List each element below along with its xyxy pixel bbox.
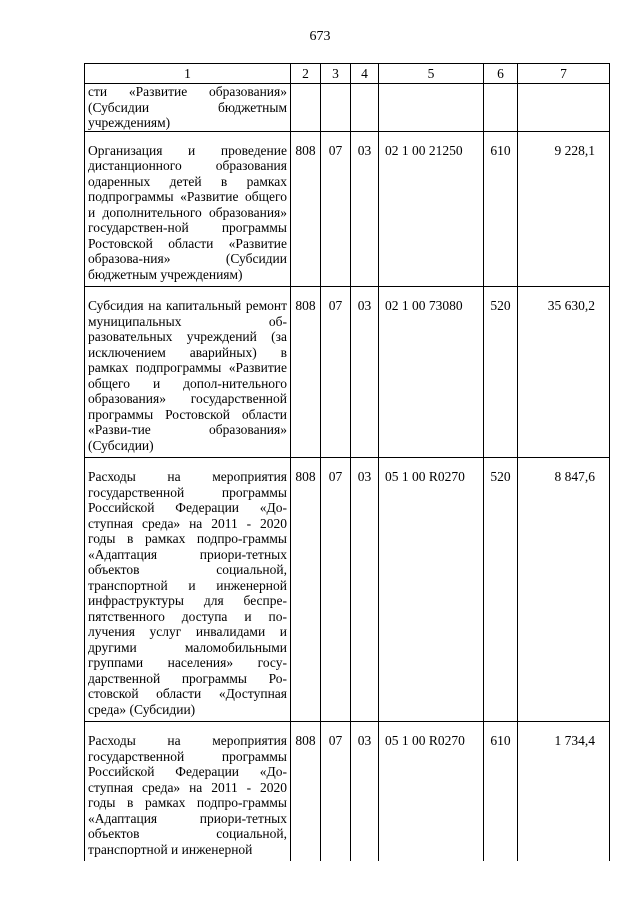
table-row [85, 287, 610, 458]
row-vr: 610 [484, 722, 518, 862]
row-gr [291, 84, 321, 132]
row-gr: 808 [291, 287, 321, 458]
row-amount: 35 630,2 [518, 287, 610, 458]
row-amount: 9 228,1 [518, 131, 610, 287]
row-pr: 03 [351, 131, 379, 287]
header-col-2: 2 [291, 64, 321, 84]
budget-table [84, 63, 610, 861]
row-rz: 07 [321, 458, 351, 722]
row-vr: 520 [484, 287, 518, 458]
row-csr: 02 1 00 21250 [379, 131, 484, 287]
page-number: 673 [309, 29, 331, 44]
row-amount: 1 734,4 [518, 722, 610, 862]
header-row [85, 64, 610, 84]
row-pr: 03 [351, 722, 379, 862]
row-description: сти «Развитие образования» (Субсидии бюджетным учреждениям) [85, 84, 291, 132]
row-rz: 07 [321, 131, 351, 287]
row-pr: 03 [351, 458, 379, 722]
row-description: Расходы на мероприятия государственной программы Российской Федерации «До-ступная среда» на 2011 - 2020 годы в рамках подпро-граммы «Адаптация приори-тетных объектов социальной, транспортной и инженерной [85, 722, 291, 862]
row-vr: 520 [484, 458, 518, 722]
row-pr [351, 84, 379, 132]
row-gr: 808 [291, 131, 321, 287]
header-col-7: 7 [518, 64, 610, 84]
row-rz [321, 84, 351, 132]
row-amount [518, 84, 610, 132]
header-col-5: 5 [379, 64, 484, 84]
row-description: Организация и проведение дистанционного образования одаренных детей в рамках подпрограммы «Развитие общего и дополнительного образования» государствен-ной программы Ростовской области «Развитие образова-ния» (Субсидии бюджетным учреждениям) [85, 131, 291, 287]
row-vr [484, 84, 518, 132]
row-description: Расходы на мероприятия государственной программы Российской Федерации «До-ступная среда» на 2011 - 2020 годы в рамках подпро-граммы «Адаптация приори-тетных объектов социальной, транспортной и инженерной инфраструктуры для беспре-пятственного доступа и по-лучения услуг инвалидами и другими маломобильными группами населения» госу-дарственной программы Ро-стовской области «Доступная среда» (Субсидии) [85, 458, 291, 722]
row-csr [379, 84, 484, 132]
table-row [85, 84, 610, 132]
row-csr: 05 1 00 R0270 [379, 722, 484, 862]
header-col-6: 6 [484, 64, 518, 84]
row-rz: 07 [321, 722, 351, 862]
header-col-1: 1 [85, 64, 291, 84]
row-pr: 03 [351, 287, 379, 458]
table-row [85, 131, 610, 287]
table-row [85, 722, 610, 862]
row-vr: 610 [484, 131, 518, 287]
row-gr: 808 [291, 722, 321, 862]
row-csr: 02 1 00 73080 [379, 287, 484, 458]
row-rz: 07 [321, 287, 351, 458]
header-col-3: 3 [321, 64, 351, 84]
row-gr: 808 [291, 458, 321, 722]
row-description: Субсидия на капитальный ремонт муниципальных об-разовательных учреждений (за исключением аварийных) в рамках подпрограммы «Развитие общего и допол-нительного образования» государственной программы Ростовской области «Разви-тие образования» (Субсидии) [85, 287, 291, 458]
row-amount: 8 847,6 [518, 458, 610, 722]
table-header [85, 64, 610, 84]
table-row [85, 458, 610, 722]
header-col-4: 4 [351, 64, 379, 84]
row-csr: 05 1 00 R0270 [379, 458, 484, 722]
